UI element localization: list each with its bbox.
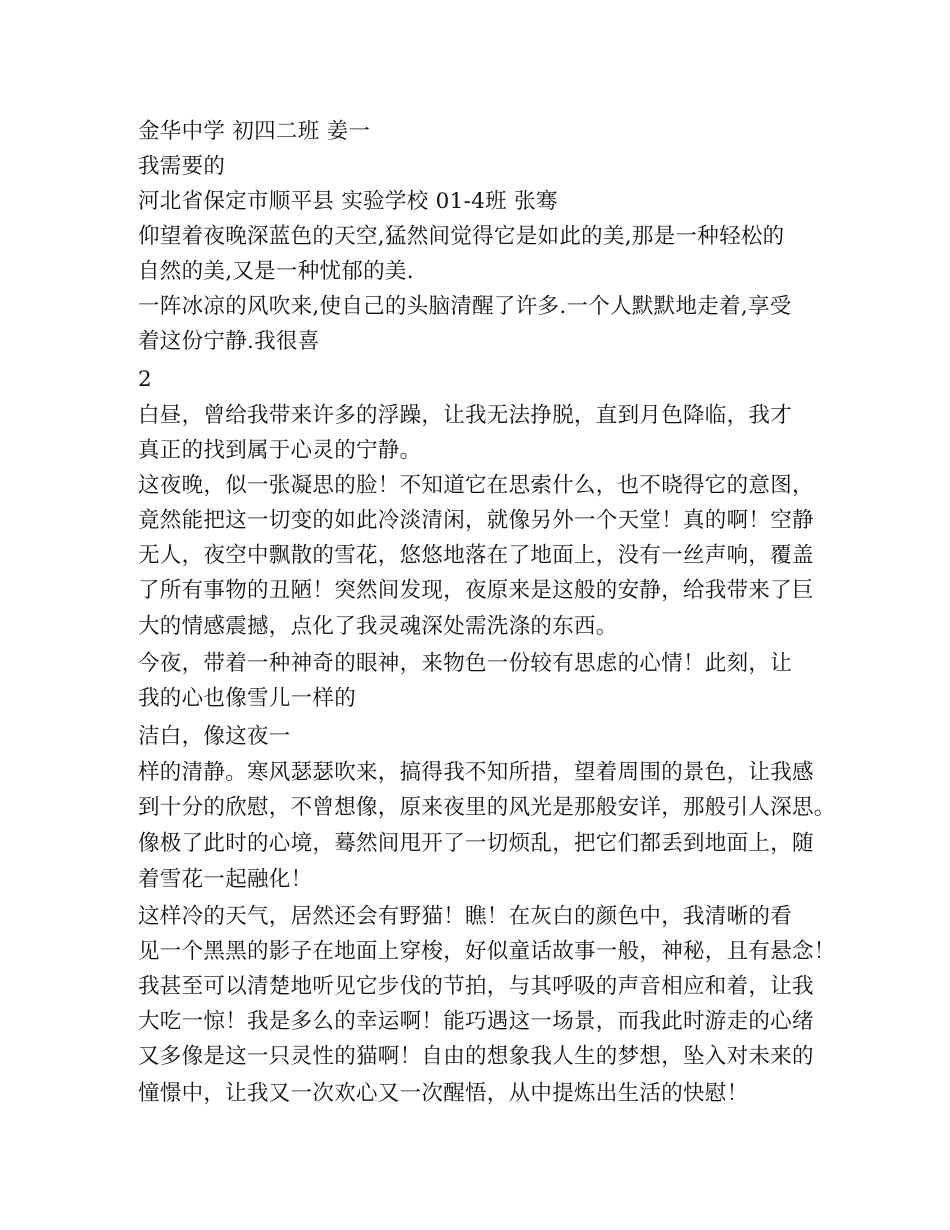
text-line: 一阵冰凉的风吹来,使自己的头脑清醒了许多.一个人默默地走着,享受 — [138, 294, 792, 319]
text-line: 今夜，带着一种神奇的眼神，来物色一份较有思虑的心情！此刻，让 — [138, 651, 793, 676]
text-line: 到十分的欣慰，不曾想像，原来夜里的风光是那般安详，那般引人深思。 — [138, 795, 836, 820]
text-line: 憧憬中，让我又一次欢心又一次醒悟，从中提炼出生活的快慰！ — [138, 1081, 749, 1106]
text-line: 又多像是这一只灵性的猫啊！自由的想象我人生的梦想，坠入对未来的 — [138, 1044, 814, 1069]
text-line: 着雪花一起融化！ — [138, 867, 313, 892]
text-line: 真正的找到属于心灵的宁静。 — [138, 438, 422, 463]
text-line: 见一个黑黑的影子在地面上穿梭，好似童话故事一般，神秘，且有悬念！ — [138, 939, 836, 964]
text-line: 这样冷的天气，居然还会有野猫！瞧！在灰白的颜色中，我清晰的看 — [138, 904, 793, 929]
text-line: 无人，夜空中飘散的雪花，悠悠地落在了地面上，没有一丝声响，覆盖 — [138, 543, 814, 568]
text-line: 白昼，曾给我带来许多的浮躁，让我无法挣脱，直到月色降临，我才 — [138, 403, 793, 428]
text-line: 了所有事物的丑陋！突然间发现，夜原来是这般的安静，给我带来了巨 — [138, 578, 814, 603]
essay-title: 我需要的 — [138, 154, 226, 179]
text-line: 大吃一惊！我是多么的幸运啊！能巧遇这一场景，而我此时游走的心绪 — [138, 1009, 814, 1034]
text-line: 着这份宁静.我很喜 — [138, 329, 320, 354]
text-line: 大的情感震撼，点化了我灵魂深处需洗涤的东西。 — [138, 614, 618, 639]
text-line: 这夜晚，似一张凝思的脸！不知道它在思索什么，也不晓得它的意图， — [138, 473, 814, 498]
author-line: 河北省保定市顺平县 实验学校 01-4班 张骞 — [138, 189, 558, 214]
text-line: 样的清静。寒风瑟瑟吹来，搞得我不知所措，望着周围的景色，让我感 — [138, 760, 814, 785]
page-number: 2 — [138, 367, 152, 392]
text-line: 自然的美,又是一种忧郁的美. — [138, 259, 414, 284]
text-line: 洁白，像这夜一 — [138, 724, 291, 749]
text-line: 我甚至可以清楚地听见它步伐的节拍，与其呼吸的声音相应和着，让我 — [138, 974, 814, 999]
text-line: 竟然能把这一切变的如此冷淡清闲，就像另外一个天堂！真的啊！空静 — [138, 508, 814, 533]
author-line: 金华中学 初四二班 姜一 — [138, 119, 371, 144]
text-line: 仰望着夜晚深蓝色的天空,猛然间觉得它是如此的美,那是一种轻松的 — [138, 224, 785, 249]
text-line: 像极了此时的心境，蓦然间甩开了一切烦乱，把它们都丢到地面上，随 — [138, 831, 814, 856]
text-line: 我的心也像雪儿一样的 — [138, 686, 357, 711]
